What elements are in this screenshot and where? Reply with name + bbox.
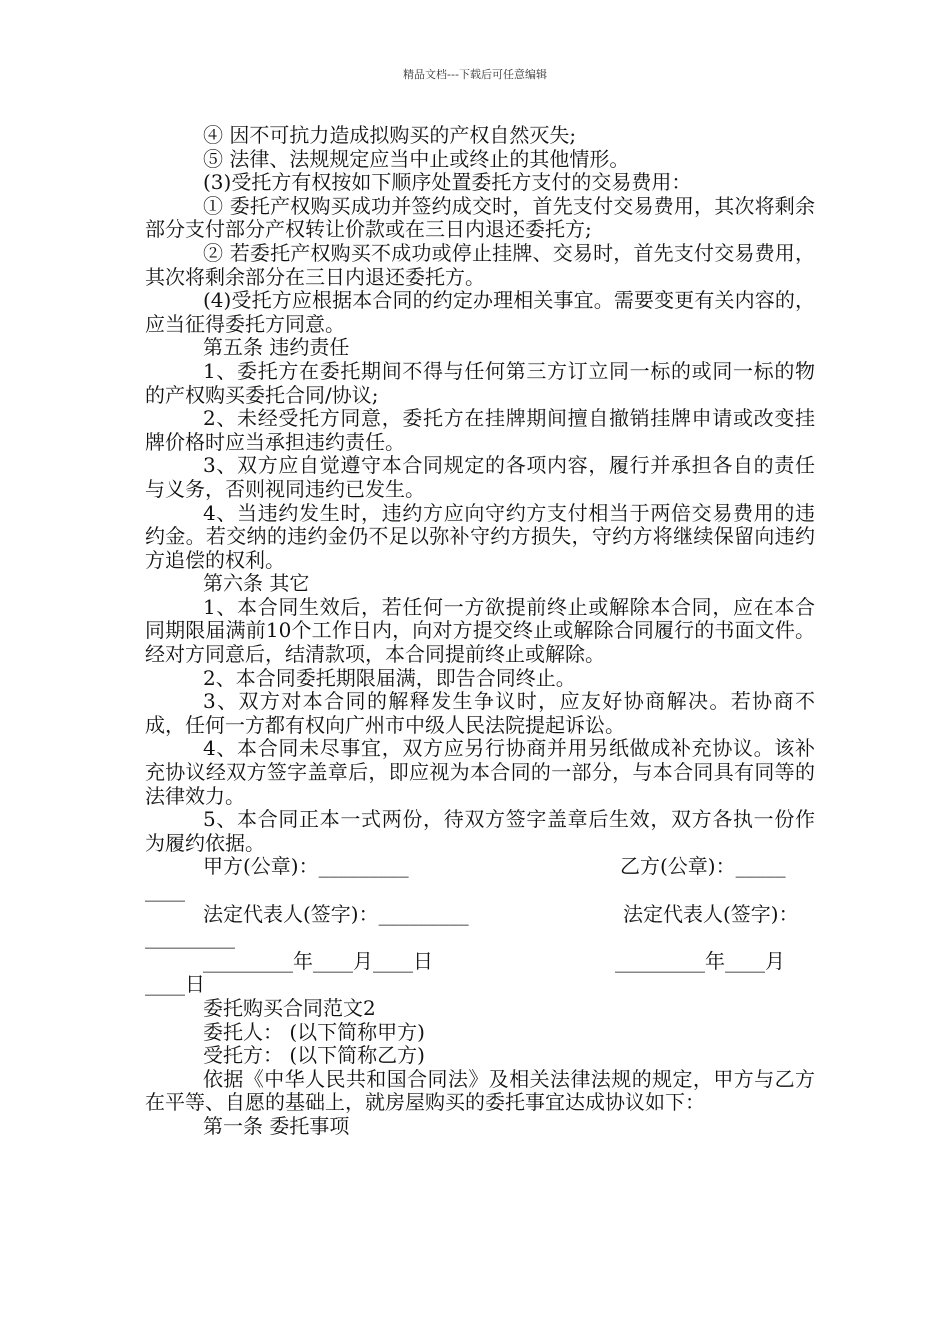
paragraph: 3、双方对本合同的解释发生争议时，应友好协商解决。若协商不成，任何一方都有权向广州市中级人民法院提起诉讼。 (145, 689, 815, 737)
paragraph: ⑤ 法律、法规规定应当中止或终止的其他情形。 (203, 146, 630, 171)
paragraph: ④ 因不可抗力造成拟购买的产权自然灭失; (203, 123, 577, 147)
signature-row-wrap (145, 973, 815, 997)
paragraph: 1、委托方在委托期间不得与任何第三方订立同一标的或同一标的物的产权购买委托合同/协议; (145, 358, 815, 407)
party-b-date-day: ____日 (145, 972, 205, 997)
paragraph: 2、未经受托方同意，委托方在挂牌期间擅自撤销挂牌申请或改变挂牌价格时应当承担违约责任。 (145, 406, 815, 454)
contract-title: 委托购买合同范文2 (203, 995, 376, 1020)
paragraph: (3)受托方有权按如下顺序处置委托方支付的交易费用： (203, 170, 692, 195)
paragraph: (4)受托方应根据本合同的约定办理相关事宜。需要变更有关内容的，应当征得委托方同意。 (145, 288, 815, 336)
page-header: 精品文档---下载后可任意编辑 (403, 68, 547, 81)
signature-row-date (145, 950, 815, 974)
signature-row-wrap (145, 926, 815, 950)
section-heading: 第五条 违约责任 (203, 335, 350, 360)
signature-row-party (145, 855, 815, 879)
paragraph: 2、本合同委托期限届满，即告合同终止。 (203, 665, 576, 690)
paragraph: 5、本合同正本一式两份，待双方签字盖章后生效，双方各执一份作为履约依据。 (145, 807, 815, 855)
party-b-date: _________年____月 (615, 948, 785, 973)
party-a-date: _________年____月____日 (203, 948, 433, 973)
section-heading: 第一条 委托事项 (203, 1113, 350, 1138)
paragraph: 4、本合同未尽事宜，双方应另行协商并用另纸做成补充协议。该补充协议经双方签字盖章后，即应视为本合同的一部分，与本合同具有同等的法律效力。 (145, 736, 815, 808)
paragraph: ① 委托产权购买成功并签约成交时，首先支付交易费用，其次将剩余部分支付部分产权转让价款或在三日内退还委托方; (145, 193, 815, 242)
paragraph: 4、当违约发生时，违约方应向守约方支付相当于两倍交易费用的违约金。若交纳的违约金仍不足以弥补守约方损失，守约方将继续保留向违约方追偿的权利。 (145, 500, 815, 572)
party-a-seal: 甲方(公章)：_________ (203, 854, 409, 879)
principal-line: 委托人： (以下简称甲方) (203, 1019, 425, 1044)
paragraph: ② 若委托产权购买不成功或停止挂牌、交易时，首先支付交易费用，其次将剩余部分在三日内退还委托方。 (145, 240, 815, 289)
party-a-representative: 法定代表人(签字)：_________ (203, 901, 469, 926)
party-b-representative: 法定代表人(签字)： (623, 901, 799, 926)
paragraph: 依据《中华人民共和国合同法》及相关法律法规的规定，甲方与乙方在平等、自愿的基础上，就房屋购买的委托事宜达成协议如下： (145, 1066, 815, 1115)
party-b-seal-blank: ____ (145, 878, 185, 902)
signature-row-wrap (145, 879, 815, 903)
signature-row-representative (145, 903, 815, 927)
paragraph: 1、本合同生效后，若任何一方欲提前终止或解除本合同，应在本合同期限届满前10个工作日内，向对方提交终止或解除合同履行的书面文件。经对方同意后，结清款项，本合同提前终止或解除。 (145, 594, 815, 667)
party-b-seal: 乙方(公章)：_____ (620, 854, 786, 879)
agent-line: 受托方： (以下简称乙方) (203, 1043, 425, 1068)
document-body (145, 124, 815, 1139)
section-heading: 第六条 其它 (203, 571, 310, 596)
paragraph: 3、双方应自觉遵守本合同规定的各项内容，履行并承担各自的责任与义务，否则视同违约已发生。 (145, 453, 815, 501)
party-b-representative-blank: _________ (145, 925, 235, 950)
